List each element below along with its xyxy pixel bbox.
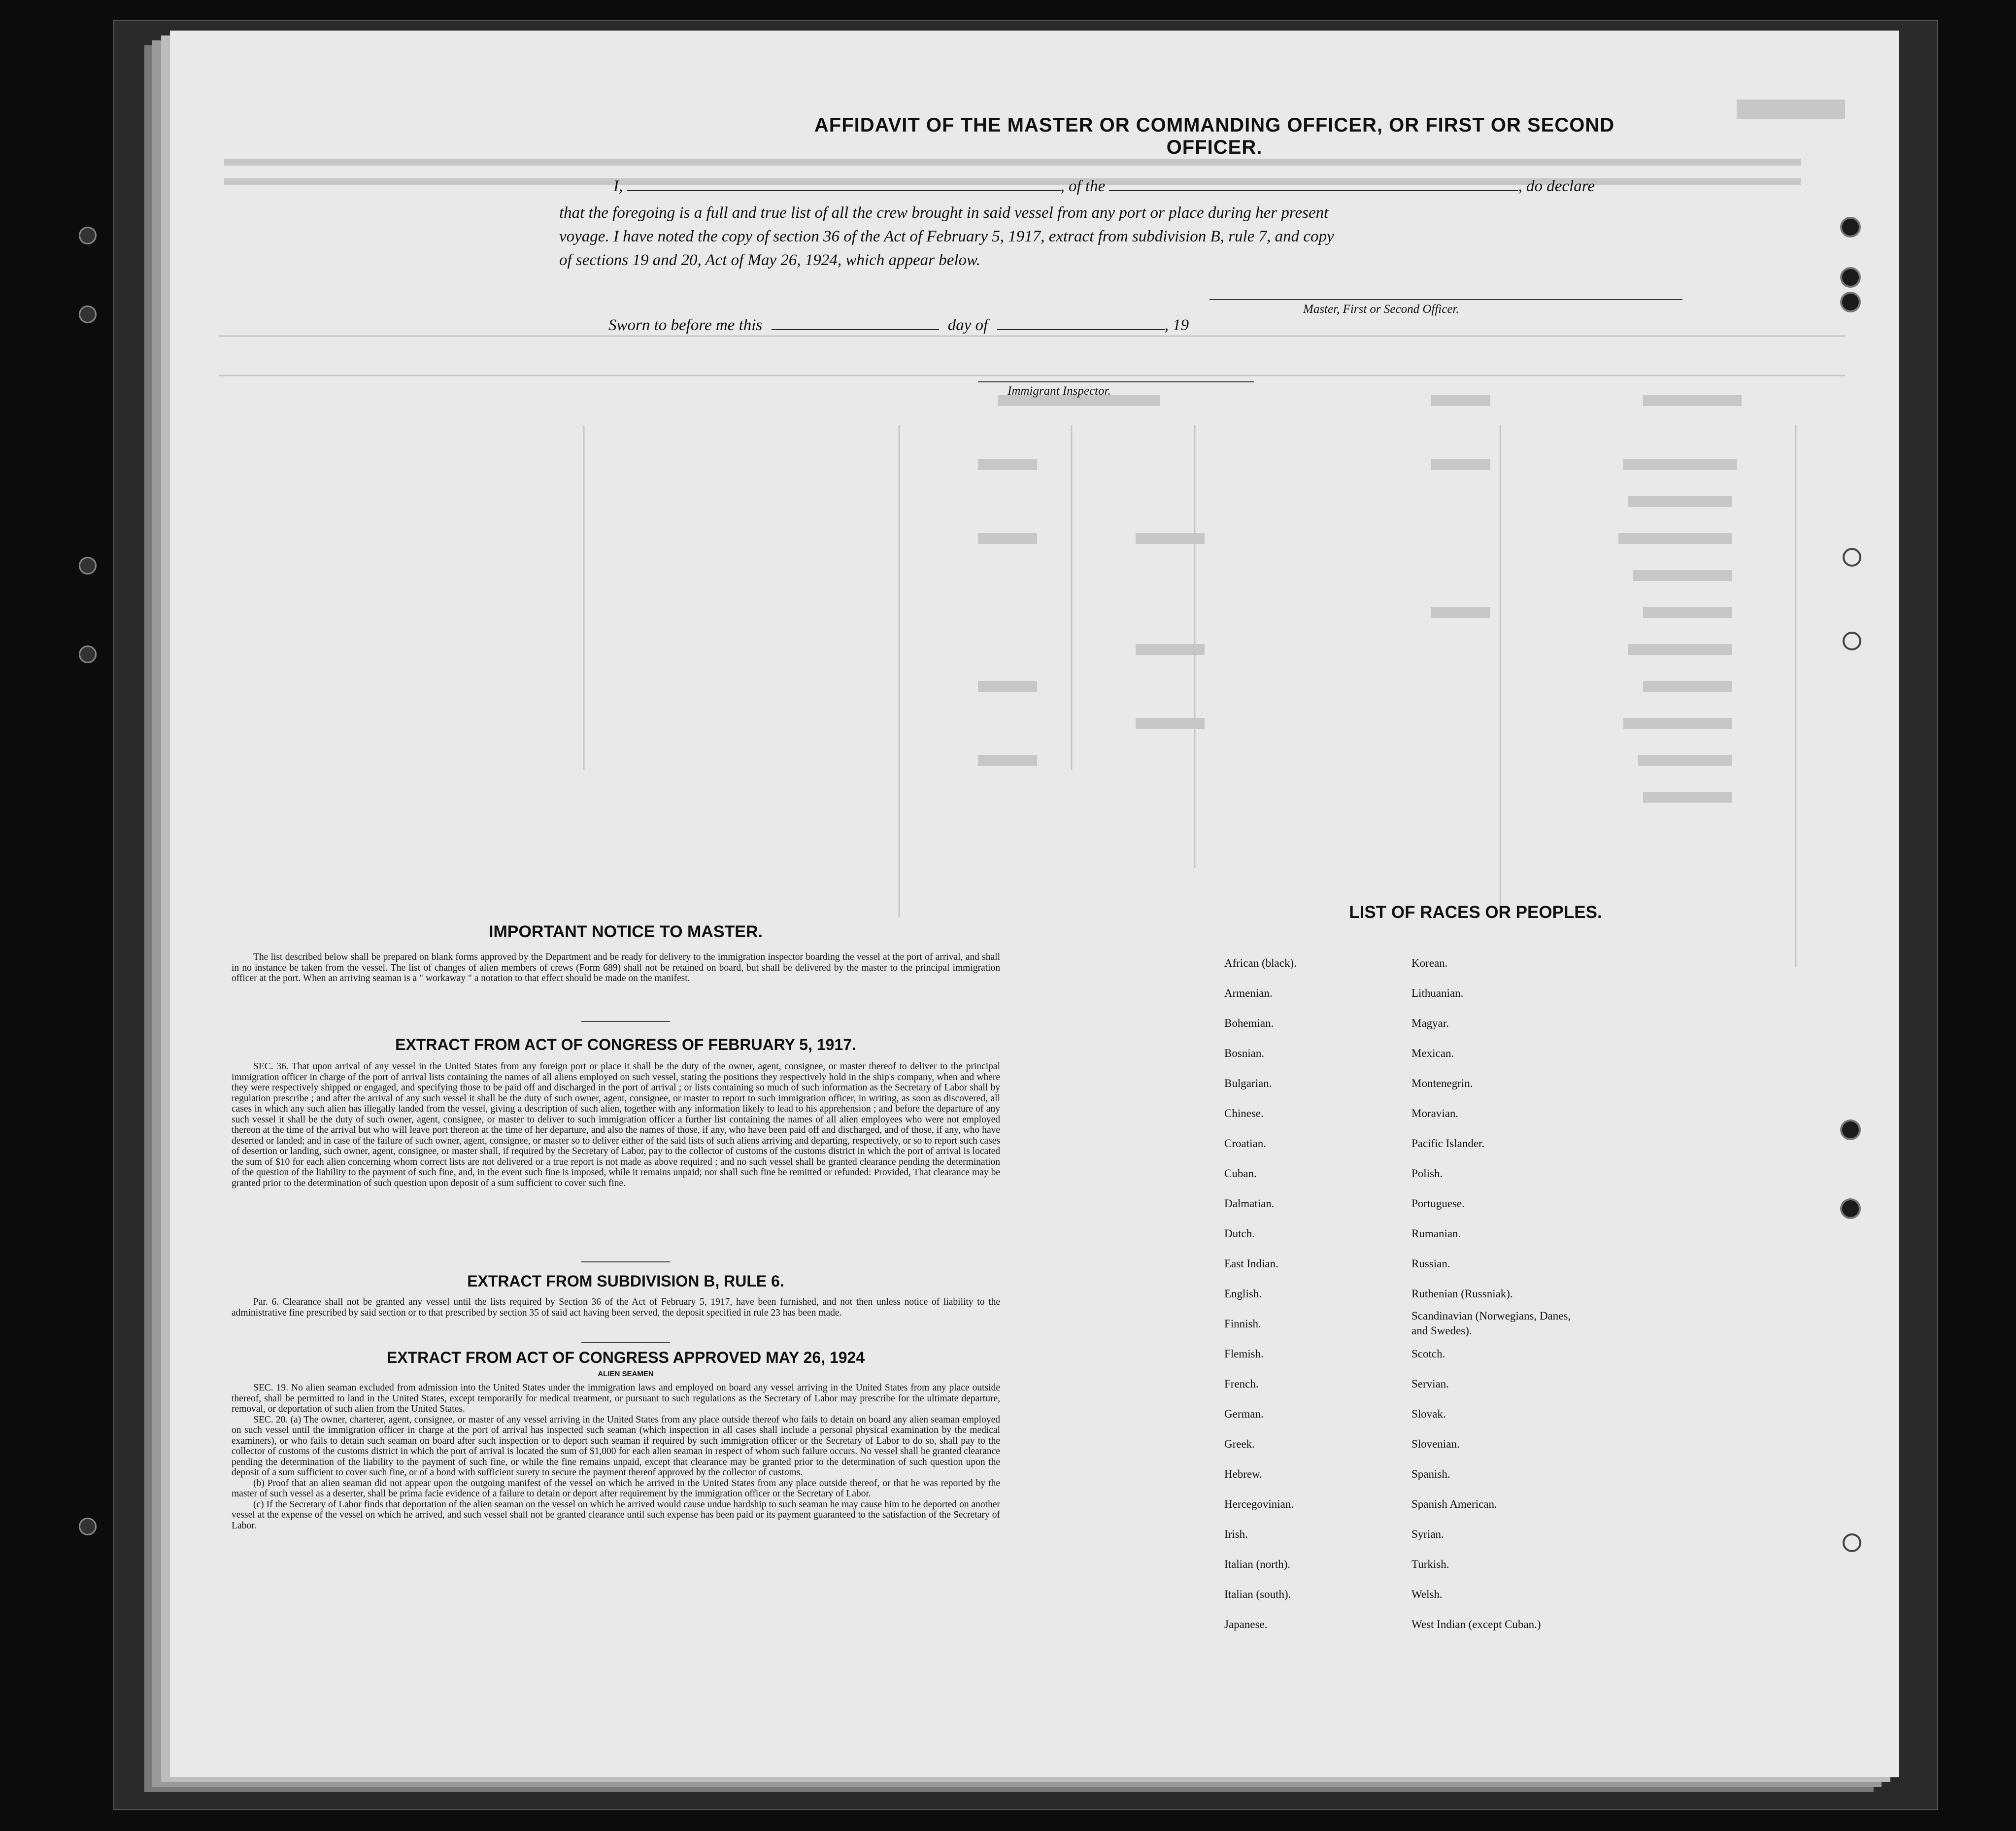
sworn-month-blank[interactable] (997, 329, 1165, 330)
act-1917-paragraph: SEC. 36. That upon arrival of any vessel in the United States from any foreign port or place it shall be the duty of the owner, agent, consignee, or master thereof to deliver to the principal immigration officer in charge of the port of arrival lists containing the names of all aliens employed on such vessel, stating the positions they respectively hold in the ship's company, when and where they were respectively shipped or engaged, and specifying those to be paid off and discharged in the port of arrival ; or lists containing so much of such information as the Secretary of Labor shall by regulation prescribe ; and after the arrival of any such vessel it shall be the duty of such owner, agent, consignee, or master to report to such immigration officer, in writing, as soon as discovered, all cases in which any such alien has illegally landed from the vessel, giving a description of such alien, together with any information likely to lead to his apprehension ; and before the departure of any such vessel it shall be the duty of such owner, agent, consignee, or master to deliver to such immigration officer a further list containing the names of all alien employees who were not employed thereon at the time of the arrival but who will leave port thereon at the time of her departure, and also the names of those, if any, who have been paid off and discharged, and of those, if any, who have deserted or landed; and in case of the failure of such owner, agent, consignee, or master so to deliver either of the said lists of such aliens arriving and departing, respectively, or so to report such cases of desertion or landing, such owner, agent, consignee, or master shall, if required by the Secretary of Labor, pay to the collector of customs of the customs district in which the port of arrival is located the sum of $10 for each alien concerning whom correct lists are not delivered or a true report is not made as above required ; and no such vessel shall be granted clearance pending the determination of the question of the liability to the payment of such fine, and, in the event such fine is imposed, while it remains unpaid; nor shall such fine be remitted or refunded: Provided, That clearance may be granted prior to the determination of such question upon deposit of a sum sufficient to cover such fine. (232, 1061, 1000, 1188)
race-item: Bulgarian. (1224, 1077, 1272, 1089)
section-divider (581, 1021, 670, 1022)
affidavit-declare-label: , do declare (1518, 177, 1595, 195)
race-item: Slovak. (1411, 1408, 1446, 1420)
affidavit-body-line: that the foregoing is a full and true list of all the crew brought in said vessel from any port or place during her present (559, 204, 1329, 222)
race-item: Lithuanian. (1411, 987, 1464, 999)
race-item: Cuban. (1224, 1167, 1257, 1180)
race-item: Montenegrin. (1411, 1077, 1473, 1089)
race-item: Syrian. (1411, 1528, 1444, 1540)
affidavit-body-line: voyage. I have noted the copy of section 36 of the Act of February 5, 1917, extract from subdivision B, rule 7, and copy (559, 228, 1334, 245)
race-item: Bohemian. (1224, 1017, 1274, 1029)
act-1917-text (232, 1061, 1000, 1188)
race-item: Finnish. (1224, 1318, 1261, 1330)
act-1917-title: EXTRACT FROM ACT OF CONGRESS OF FEBRUARY 5, 1917. (395, 1036, 856, 1053)
inspector-signature-caption: Immigrant Inspector. (1008, 384, 1111, 398)
officer-name-blank[interactable] (627, 190, 1061, 191)
punch-hole (1840, 267, 1861, 288)
ring-hole (1843, 548, 1861, 567)
race-item: Magyar. (1411, 1017, 1449, 1029)
notice-title: IMPORTANT NOTICE TO MASTER. (489, 922, 763, 941)
sworn-prefix: Sworn to before me this (608, 316, 763, 334)
vessel-name-blank[interactable] (1109, 190, 1518, 191)
section-divider (581, 1261, 670, 1262)
binder-hole (79, 1518, 97, 1535)
punch-hole (1840, 1119, 1861, 1140)
affidavit-title: AFFIDAVIT OF THE MASTER OR COMMANDING OFFICER, OR FIRST OR SECOND OFFICER. (814, 114, 1615, 158)
ring-hole (1843, 1533, 1861, 1552)
race-item: Mexican. (1411, 1047, 1454, 1059)
race-item: Turkish. (1411, 1558, 1449, 1570)
race-item: Moravian. (1411, 1107, 1459, 1119)
punch-hole (1840, 292, 1861, 312)
race-item: Servian. (1411, 1378, 1449, 1390)
race-item: Spanish. (1411, 1468, 1450, 1480)
race-item: Dutch. (1224, 1227, 1255, 1240)
race-item: Chinese. (1224, 1107, 1264, 1119)
race-item: English. (1224, 1288, 1262, 1300)
act-1924-paragraph: (c) If the Secretary of Labor finds that deportation of the alien seaman on the vessel on which he arrived would cause undue hardship to such seaman he may cause him to be deported on another vessel at the expense of the vessel on which he arrived, and such vessel shall not be granted clearance until such expense has been paid or its payment guaranteed to the satisfaction of the Secretary of Labor. (232, 1499, 1000, 1531)
act-1924-text (232, 1383, 1000, 1531)
sworn-year-label: , 19 (1164, 316, 1189, 334)
race-item: Flemish. (1224, 1348, 1264, 1360)
act-1924-title: EXTRACT FROM ACT OF CONGRESS APPROVED MAY 26, 1924 (386, 1349, 865, 1366)
affidavit-of-the-label: , of the (1060, 177, 1106, 195)
races-left-column (1224, 948, 1297, 1639)
race-item: Greek. (1224, 1438, 1255, 1450)
affidavit-declaration-line (613, 177, 1697, 196)
inspector-signature-line[interactable] (978, 381, 1254, 382)
section-divider (581, 1342, 670, 1343)
race-item: Polish. (1411, 1167, 1443, 1180)
races-title: LIST OF RACES OR PEOPLES. (1349, 903, 1602, 922)
races-right-column (1411, 948, 1589, 1639)
race-item: Japanese. (1224, 1618, 1268, 1630)
punch-hole (1840, 217, 1861, 237)
race-item: Italian (north). (1224, 1558, 1291, 1570)
race-item: Spanish American. (1411, 1498, 1497, 1510)
race-item: Ruthenian (Russniak). (1411, 1288, 1513, 1300)
binder-hole (79, 227, 97, 244)
race-item: Slovenian. (1411, 1438, 1460, 1450)
race-item: Rumanian. (1411, 1227, 1461, 1240)
binder-hole (79, 305, 97, 323)
race-item: Italian (south). (1224, 1588, 1291, 1600)
act-1924-paragraph: SEC. 19. No alien seaman excluded from admission into the United States under the immigration laws and employed on board any vessel arriving in the United States from any place outside thereof, shall be permitted to land in the United States, except temporarily for medical treatment, or pursuant to such regulations as the Secretary of Labor may prescribe for the ultimate departure, removal, or deportation of such alien from the United States. (232, 1383, 1000, 1414)
race-item: Scotch. (1411, 1348, 1445, 1360)
race-item: Hercegovinian. (1224, 1498, 1294, 1510)
race-item: Welsh. (1411, 1588, 1443, 1600)
binder-hole (79, 557, 97, 575)
race-item: West Indian (except Cuban.) (1411, 1618, 1541, 1630)
race-item: East Indian. (1224, 1257, 1278, 1270)
race-item: French. (1224, 1378, 1259, 1390)
rule-6-title: EXTRACT FROM SUBDIVISION B, RULE 6. (467, 1272, 784, 1290)
master-signature-caption: Master, First or Second Officer. (1303, 303, 1459, 316)
race-item: German. (1224, 1408, 1264, 1420)
act-1924-paragraph: (b) Proof that an alien seaman did not appear upon the outgoing manifest of the vessel on which he arrived in the United States from any place outside thereof, or that he was reported by the master of such vessel as a deserter, shall be prima facie evidence of a failure to detain or deport after requirement by the immigration officer or the Secretary of Labor. (232, 1478, 1000, 1499)
master-signature-line[interactable] (1210, 299, 1682, 300)
affidavit-body-line: of sections 19 and 20, Act of May 26, 1924, which appear below. (559, 251, 980, 269)
sworn-day-of-label: day of (947, 316, 988, 334)
race-item: Scandinavian (Norwegians, Danes, and Swedes). (1411, 1310, 1571, 1337)
race-item: Bosnian. (1224, 1047, 1265, 1059)
notice-text (232, 952, 1000, 984)
race-item: Croatian. (1224, 1137, 1266, 1150)
act-1924-paragraph: SEC. 20. (a) The owner, charterer, agent, consignee, or master of any vessel arriving in the United States from any place outside thereof who fails to detain on board any alien seaman employed on such vessel until the immigration officer in charge at the port of arrival has inspected such seaman (which inspection in all cases shall include a personal physical examination by the medical examiners), or who fails to detain such seaman on board after such inspection or to deport such seaman if required by such immigration officer or the Secretary of Labor to do so, shall pay to the collector of customs of the customs district in which the port of arrival is located the sum of $1,000 for each alien seaman in respect of whom such failure occurs. No vessel shall be granted clearance pending the determination of the liability to the payment of such fine, or while the fine remains unpaid, except that clearance may be granted prior to the determination of such question upon the deposit of a sum sufficient to cover such fine, or of a bond with sufficient surety to secure the payment thereof approved by the collector of customs. (232, 1414, 1000, 1478)
race-item: Russian. (1411, 1257, 1450, 1270)
manifest-page (170, 31, 1899, 1777)
sworn-day-blank[interactable] (772, 329, 939, 330)
affidavit-i-label: I, (613, 177, 623, 195)
rule-6-text (232, 1297, 1000, 1318)
act-1924-subtitle: ALIEN SEAMEN (598, 1370, 654, 1378)
race-item: Hebrew. (1224, 1468, 1263, 1480)
race-item: Armenian. (1224, 987, 1273, 999)
punch-hole (1840, 1198, 1861, 1219)
race-item: African (black). (1224, 957, 1297, 969)
race-item: Portuguese. (1411, 1197, 1465, 1210)
race-item: Dalmatian. (1224, 1197, 1275, 1210)
binder-hole (79, 645, 97, 663)
notice-paragraph: The list described below shall be prepared on blank forms approved by the Department and be ready for delivery to the immigration inspector boarding the vessel at the port of arrival, and shall in no instance be taken from the vessel. The list of changes of alien members of crews (Form 689) shall not be retained on board, but shall be delivered by the master to the principal immigration officer at the port. When an arriving seaman is a " workaway " a notation to that effect should be made on the manifest. (232, 952, 1000, 983)
race-item: Pacific Islander. (1411, 1137, 1485, 1150)
race-item: Irish. (1224, 1528, 1248, 1540)
sworn-line (608, 316, 1189, 335)
rule-6-paragraph: Par. 6. Clearance shall not be granted any vessel until the lists required by Section 36 of the Act of February 5, 1917, have been furnished, and not then unless notice of liability to the administrative fine prescribed by said section or to that prescribed by section 35 of said act having been served, the deposit specified in rule 23 has been made. (232, 1297, 1000, 1318)
ring-hole (1843, 632, 1861, 650)
race-item: Korean. (1411, 957, 1448, 969)
